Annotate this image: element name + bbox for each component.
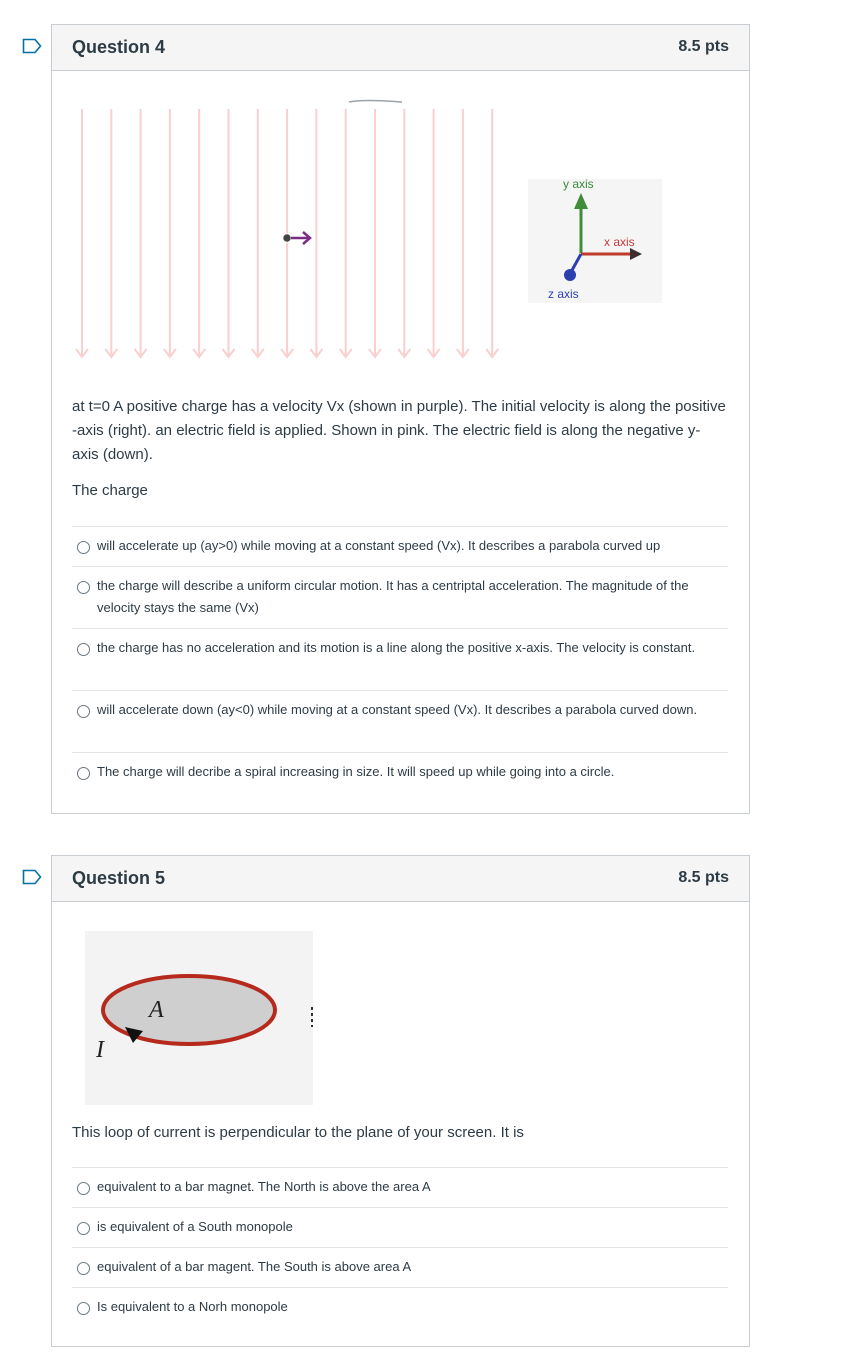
radio-button[interactable]: [77, 581, 90, 594]
answer-option[interactable]: [72, 1287, 728, 1327]
area-label: A: [149, 997, 164, 1023]
answer-option[interactable]: [72, 566, 728, 628]
charge-particle: [283, 232, 310, 244]
question-title: Question 5: [72, 868, 166, 888]
question-header: [52, 856, 749, 902]
answer-option[interactable]: [72, 1247, 728, 1287]
bookmark-flag-icon[interactable]: [22, 38, 42, 54]
question-text: at t=0 A positive charge has a velocity Vx (shown in purple). The initial velocity is along the positive -axis (right). an electric field is applied. Shown in pink. The electric field is along the negative y-axis (down).: [72, 398, 726, 463]
question-points: 8.5 pts: [678, 38, 729, 55]
axes-figure: [528, 179, 662, 303]
radio-button[interactable]: [77, 1222, 90, 1235]
radio-button[interactable]: [77, 643, 90, 656]
x-axis-label: x axis: [604, 235, 635, 249]
answer-label[interactable]: equivalent of a bar magent. The South is above area A: [97, 1259, 412, 1274]
answer-option[interactable]: [72, 1167, 728, 1207]
question-points: 8.5 pts: [678, 869, 729, 886]
electric-field-figure: [67, 91, 507, 371]
radio-button[interactable]: [77, 541, 90, 554]
bookmark-flag-icon[interactable]: [22, 869, 42, 885]
y-axis-label: y axis: [563, 179, 594, 191]
answer-option[interactable]: [72, 526, 728, 566]
question-text: This loop of current is perpendicular to the plane of your screen. It is: [72, 1124, 524, 1141]
axes-diagram: [528, 179, 662, 303]
current-loop-diagram: [85, 931, 313, 1105]
answer-label[interactable]: The charge will decribe a spiral increasing in size. It will speed up while going into a circle.: [97, 764, 615, 779]
answer-label[interactable]: is equivalent of a South monopole: [97, 1219, 293, 1234]
x-axis-head: [630, 248, 642, 260]
electric-field-lines: [76, 109, 498, 357]
answer-label[interactable]: equivalent to a bar magnet. The North is above the area A: [97, 1179, 431, 1194]
figure-artifact-line: [349, 101, 402, 103]
question-prompt: The charge: [72, 482, 148, 499]
question-header: [52, 25, 749, 71]
answer-label[interactable]: the charge has no acceleration and its motion is a line along the positive x-axis. The velocity is constant.: [97, 640, 696, 655]
answer-option[interactable]: [72, 1207, 728, 1247]
z-axis-label: z axis: [548, 287, 579, 301]
answer-list: [72, 526, 728, 792]
radio-button[interactable]: [77, 1182, 90, 1195]
answer-label[interactable]: will accelerate down (ay<0) while moving at a constant speed (Vx). It describes a parabola curved down.: [97, 702, 698, 717]
answer-list: [72, 1167, 728, 1327]
current-loop-figure: [85, 931, 313, 1105]
radio-button[interactable]: [77, 1262, 90, 1275]
answer-label[interactable]: Is equivalent to a Norh monopole: [97, 1299, 288, 1314]
z-axis-line: [571, 254, 581, 272]
y-axis-head: [574, 193, 588, 209]
radio-button[interactable]: [77, 705, 90, 718]
answer-label[interactable]: the charge will describe a uniform circular motion. It has a centriptal acceleration. The magnitude of the velocity stays the same (Vx): [97, 578, 689, 615]
radio-button[interactable]: [77, 767, 90, 780]
question-4: [51, 24, 750, 814]
current-label: I: [96, 1037, 104, 1063]
question-5: [51, 855, 750, 1347]
question-title: Question 4: [72, 37, 166, 57]
question-body: [52, 71, 749, 813]
answer-option[interactable]: [72, 628, 728, 690]
question-body: [52, 902, 749, 1346]
answer-label[interactable]: will accelerate up (ay>0) while moving at a constant speed (Vx). It describes a parabola curved up: [97, 538, 661, 553]
radio-button[interactable]: [77, 1302, 90, 1315]
z-axis-head: [564, 269, 576, 281]
answer-option[interactable]: [72, 690, 728, 752]
answer-option[interactable]: [72, 752, 728, 792]
